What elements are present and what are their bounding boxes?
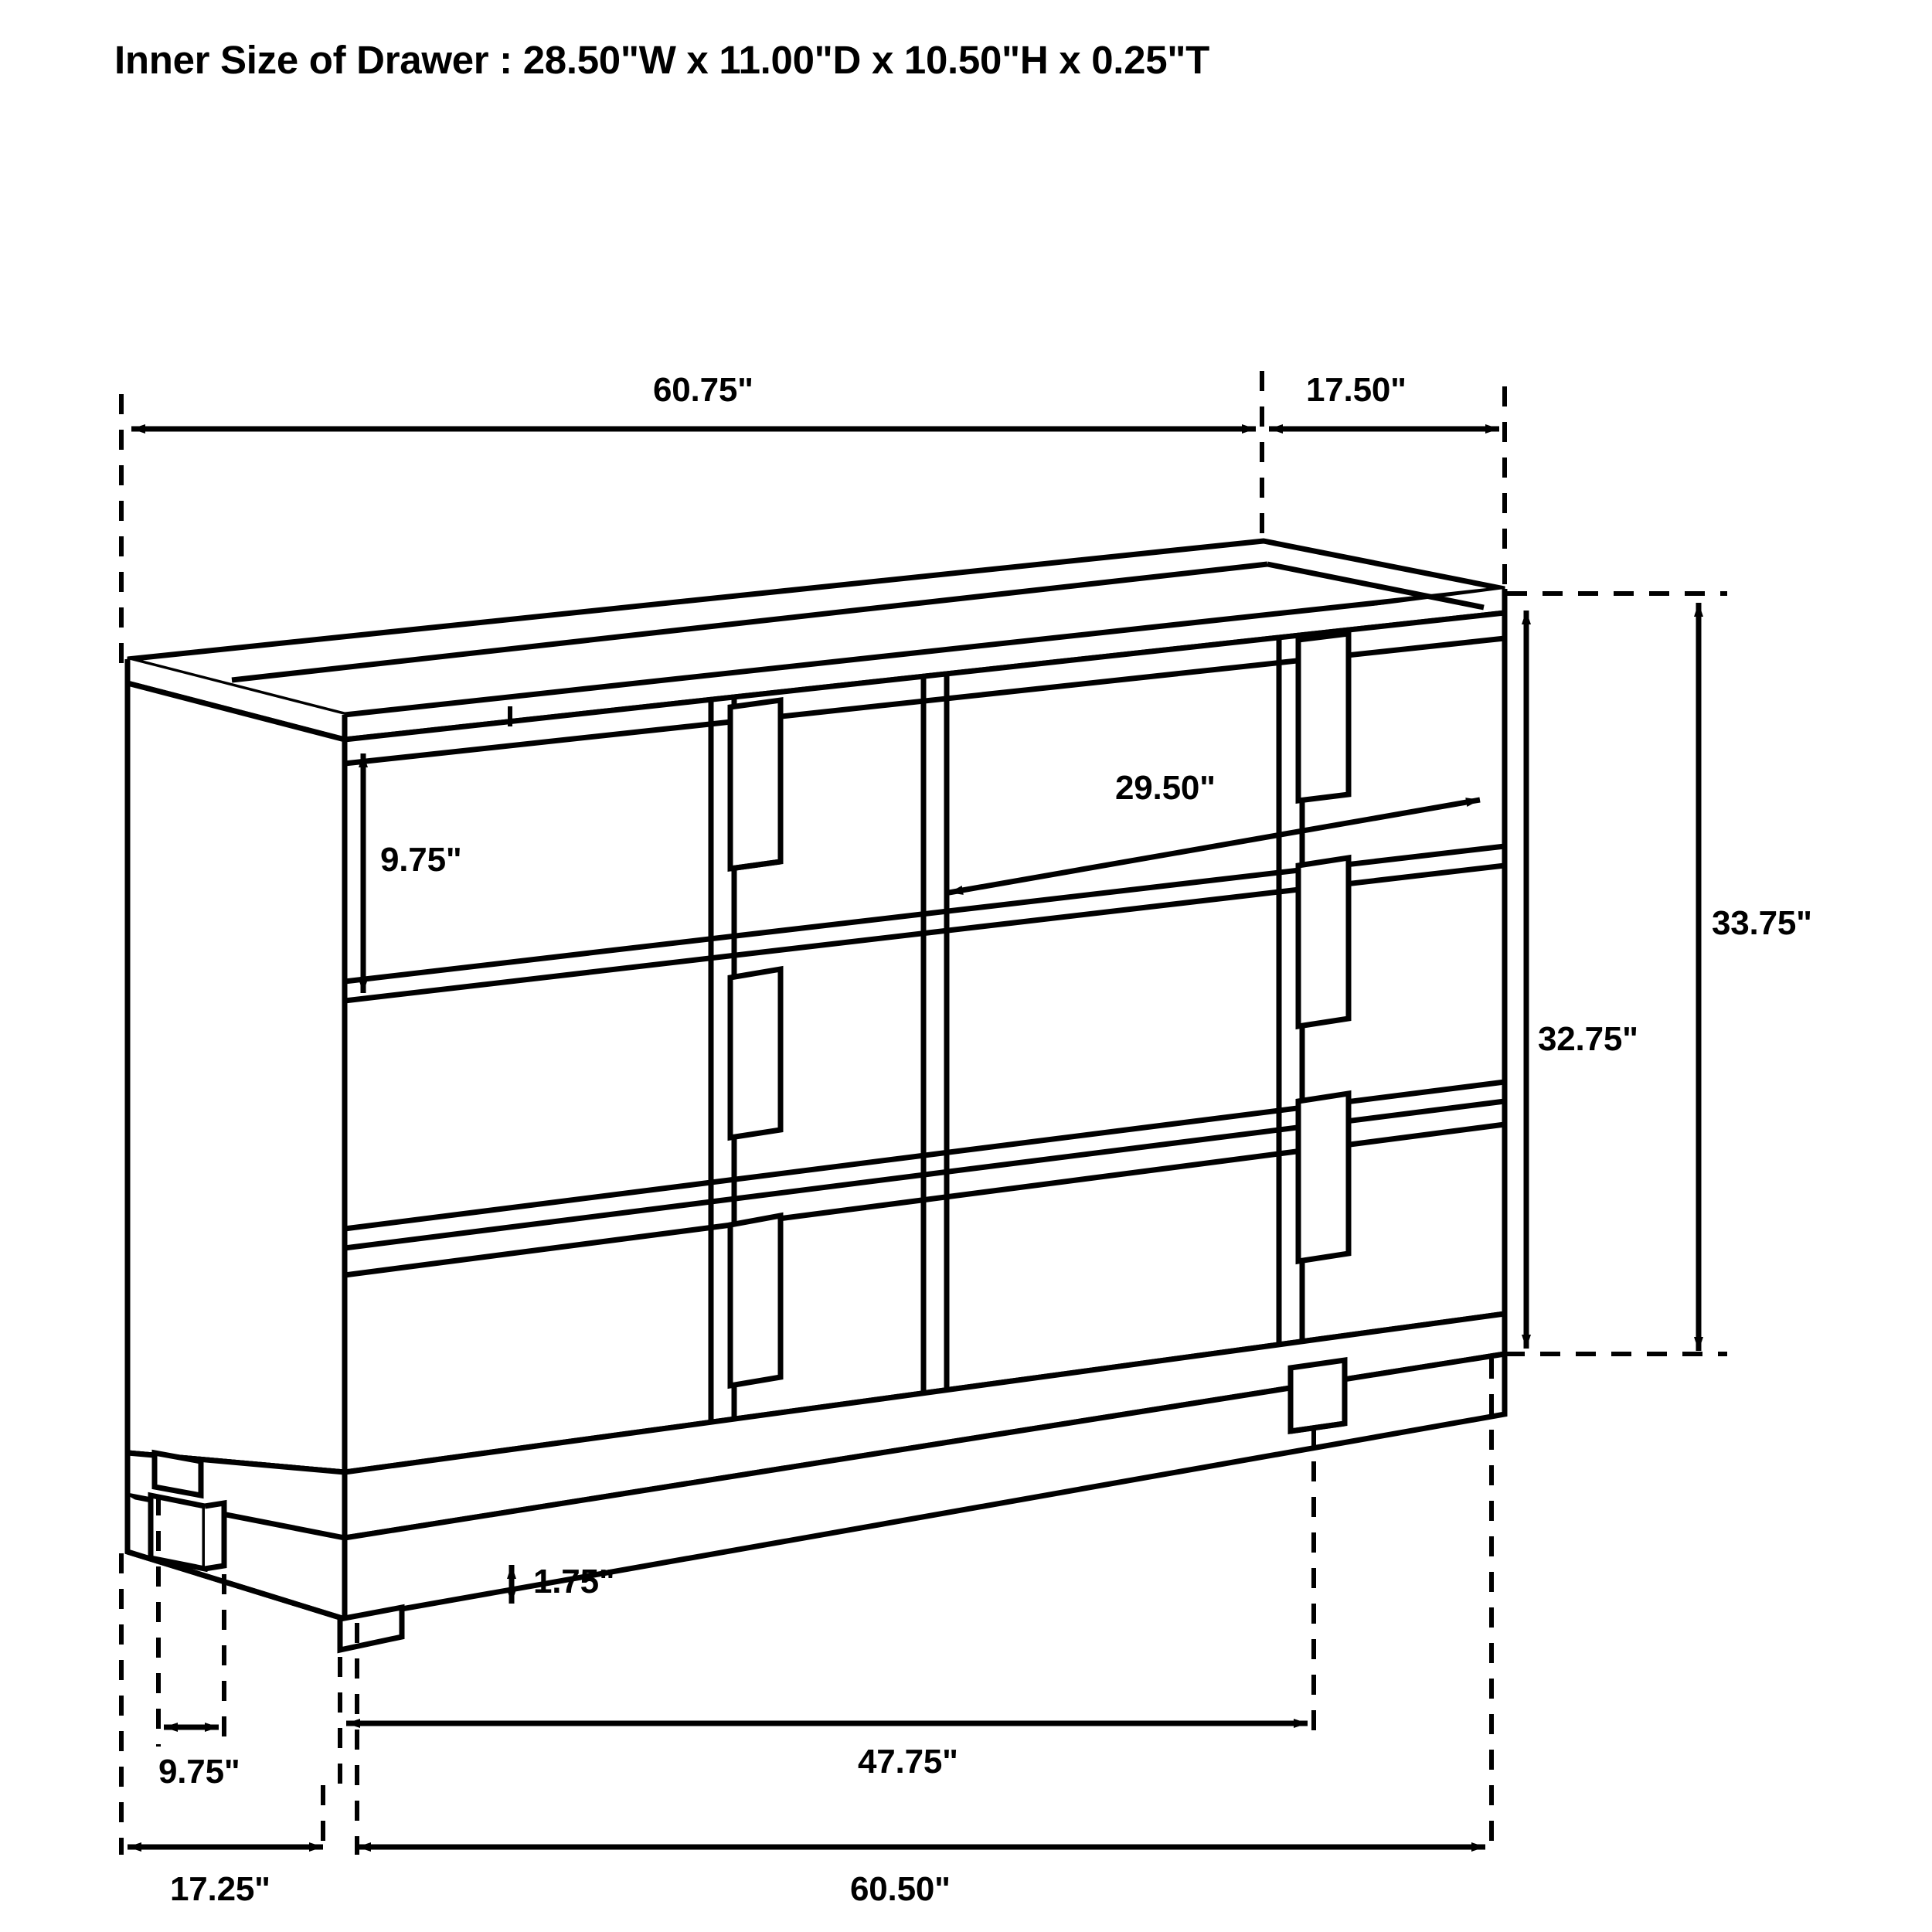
dim-label-leg-offset: 9.75" — [158, 1753, 240, 1791]
dim-label-base-inner-width: 47.75" — [858, 1743, 958, 1781]
dim-label-width-top-front: 60.75" — [653, 371, 753, 409]
dim-label-base-width: 60.50" — [850, 1870, 951, 1908]
dim-label-total-height: 33.75" — [1712, 904, 1812, 942]
cabinet-outline — [128, 541, 1505, 1650]
page-title: Inner Size of Drawer : 28.50"W x 11.00"D x 10.50"H x 0.25"T — [114, 38, 1210, 82]
dim-label-depth-top-side: 17.50" — [1306, 371, 1406, 409]
dim-label-drawer-front-height: 9.75" — [380, 841, 462, 879]
dim-label-base-depth: 17.25" — [170, 1870, 270, 1908]
dim-label-leg-height: 1.75" — [533, 1563, 615, 1600]
dim-label-drawer-front-width: 29.50" — [1115, 769, 1216, 807]
dim-label-body-height: 32.75" — [1538, 1020, 1638, 1058]
